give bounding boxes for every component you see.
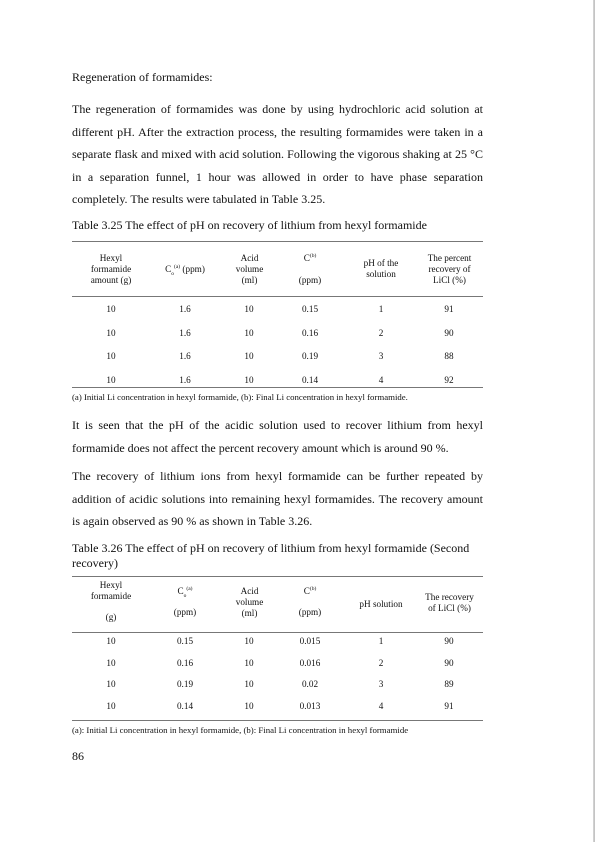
table-cell: 1 (378, 636, 384, 646)
header-line: Hexyl (99, 580, 123, 590)
header-final-concentration (284, 253, 336, 286)
table-cell: 89 (444, 679, 454, 689)
table-bottom-rule (72, 387, 483, 388)
header-symbol: C (177, 586, 184, 596)
table-cell: 10 (106, 327, 116, 338)
table-cell: 1.6 (179, 351, 191, 361)
header-unit: (ppm) (182, 264, 205, 274)
table-top-rule (72, 241, 483, 242)
header-line: solution (366, 269, 396, 279)
header-acid-volume (222, 253, 277, 286)
header-line: Hexyl (99, 253, 123, 263)
table-cell: 1.6 (179, 374, 191, 385)
table-cell: 0.14 (301, 374, 319, 385)
paragraph-ph-effect: It is seen that the pH of the acidic solution used to recover lithium from hexyl formamide does not affect the percent recovery amount which is around 90 %. (72, 418, 483, 455)
table-cell: 10 (106, 679, 116, 689)
table-cell: 0.16 (301, 327, 319, 338)
header-line: LiCl (%) (433, 275, 466, 285)
table-cell: 4 (378, 374, 384, 385)
table-cell: 0.14 (176, 700, 194, 711)
paragraph-regeneration: The regeneration of formamides was done by using hydrochloric acid solution at different pH. After the extraction process, the resulting formamides were taken in a separate flask and mixed with acid solution. Following the vigorous shaking at 25 °C in a separation funnel, 1 hour was allowed in order to have phase separation completely. The results were tabulated in Table 3.25. (72, 102, 483, 206)
header-line: The recovery (425, 592, 474, 602)
header-line: recovery of (428, 264, 471, 274)
header-line: formamide (90, 264, 132, 274)
header-line: volume (235, 264, 264, 274)
table-cell: 10 (106, 304, 116, 314)
table-header-rule (72, 296, 483, 297)
table-cell: 10 (106, 657, 116, 668)
header-percent-recovery (417, 253, 482, 286)
table-cell: 0.19 (176, 679, 194, 689)
table-cell: 0.02 (301, 679, 319, 689)
header-hexyl-formamide (80, 253, 142, 286)
header-acid-volume (222, 586, 277, 619)
header-initial-concentration (150, 264, 220, 275)
table-cell: 1.6 (179, 327, 191, 338)
table-cell: 0.19 (301, 351, 319, 361)
table-cell: 1.6 (179, 304, 191, 314)
header-symbol: C (165, 264, 172, 274)
header-subscript: o (171, 270, 175, 277)
table-header-rule (72, 632, 483, 633)
table-cell: 92 (444, 374, 454, 385)
header-subscript: o (183, 592, 187, 599)
header-recovery (417, 592, 482, 614)
table-cell: 0.15 (176, 636, 194, 646)
table-cell: 10 (244, 700, 254, 711)
table-cell: 2 (378, 327, 384, 338)
table-3-26-footnote: (a): Initial Li concentration in hexyl formamide, (b): Final Li concentration in hexyl formamide (72, 725, 409, 735)
table-cell: 90 (444, 327, 454, 338)
table-cell: 90 (444, 636, 454, 646)
table-cell: 0.16 (176, 657, 194, 668)
table-cell: 1 (378, 304, 384, 314)
header-line: The percent (427, 253, 472, 263)
paragraph-repeat-recovery: The recovery of lithium ions from hexyl formamide can be further repeated by addition of acidic solutions into remaining hexyl formamides. The recovery amount is again observed as 90 % as shown in Table 3.26. (72, 469, 483, 528)
table-cell: 10 (244, 327, 254, 338)
header-line: Acid (240, 253, 259, 263)
table-bottom-rule (72, 720, 483, 721)
header-unit: (ppm) (298, 275, 322, 285)
table-cell: 10 (244, 374, 254, 385)
header-line: (ml) (241, 275, 258, 285)
table-cell: 3 (378, 351, 384, 361)
table-cell: 10 (244, 679, 254, 689)
table-cell: 10 (244, 636, 254, 646)
header-ph-solution (350, 599, 412, 610)
table-cell: 10 (244, 304, 254, 314)
table-cell: 91 (444, 304, 454, 314)
header-superscript: (a) (186, 585, 193, 592)
table-cell: 10 (244, 657, 254, 668)
table-top-rule (72, 576, 483, 577)
header-line: pH of the (363, 258, 399, 268)
page-number: 86 (72, 749, 84, 763)
header-initial-concentration (150, 586, 220, 618)
table-cell: 0.016 (299, 657, 321, 668)
header-ph-solution (350, 258, 412, 280)
header-superscript: (b) (309, 252, 317, 259)
table-cell: 4 (378, 700, 384, 711)
header-line: (ml) (241, 608, 258, 618)
section-heading: Regeneration of formamides: (72, 70, 213, 84)
header-symbol: C (303, 253, 310, 263)
header-symbol: C (303, 586, 310, 596)
header-unit: (ppm) (298, 607, 322, 617)
table-cell: 90 (444, 657, 454, 668)
header-line: Acid (240, 586, 259, 596)
header-superscript: (b) (309, 585, 317, 592)
table-cell: 10 (106, 351, 116, 361)
header-unit: (ppm) (173, 607, 197, 617)
table-cell: 0.013 (299, 700, 321, 711)
table-cell: 3 (378, 679, 384, 689)
header-hexyl-formamide (80, 580, 142, 623)
header-line: volume (235, 597, 264, 607)
table-3-26-caption: Table 3.26 The effect of pH on recovery of lithium from hexyl formamide (Second recovery) (72, 541, 470, 570)
header-final-concentration (284, 586, 336, 618)
header-line: (g) (105, 612, 117, 622)
table-cell: 10 (106, 700, 116, 711)
header-line: of LiCl (%) (428, 603, 471, 613)
header-line: amount (g) (90, 275, 132, 285)
table-cell: 0.15 (301, 304, 319, 314)
table-3-25-footnote: (a) Initial Li concentration in hexyl formamide, (b): Final Li concentration in hexyl formamide. (72, 392, 408, 402)
header-superscript: (a) (174, 263, 181, 270)
header-line: formamide (90, 591, 132, 601)
table-cell: 91 (444, 700, 454, 711)
header-line: pH solution (359, 599, 403, 609)
table-cell: 10 (106, 636, 116, 646)
table-cell: 0.015 (299, 636, 321, 646)
table-3-25-caption: Table 3.25 The effect of pH on recovery of lithium from hexyl formamide (72, 218, 427, 232)
table-cell: 88 (444, 351, 454, 361)
table-cell: 2 (378, 657, 384, 668)
table-cell: 10 (244, 351, 254, 361)
table-cell: 10 (106, 374, 116, 385)
